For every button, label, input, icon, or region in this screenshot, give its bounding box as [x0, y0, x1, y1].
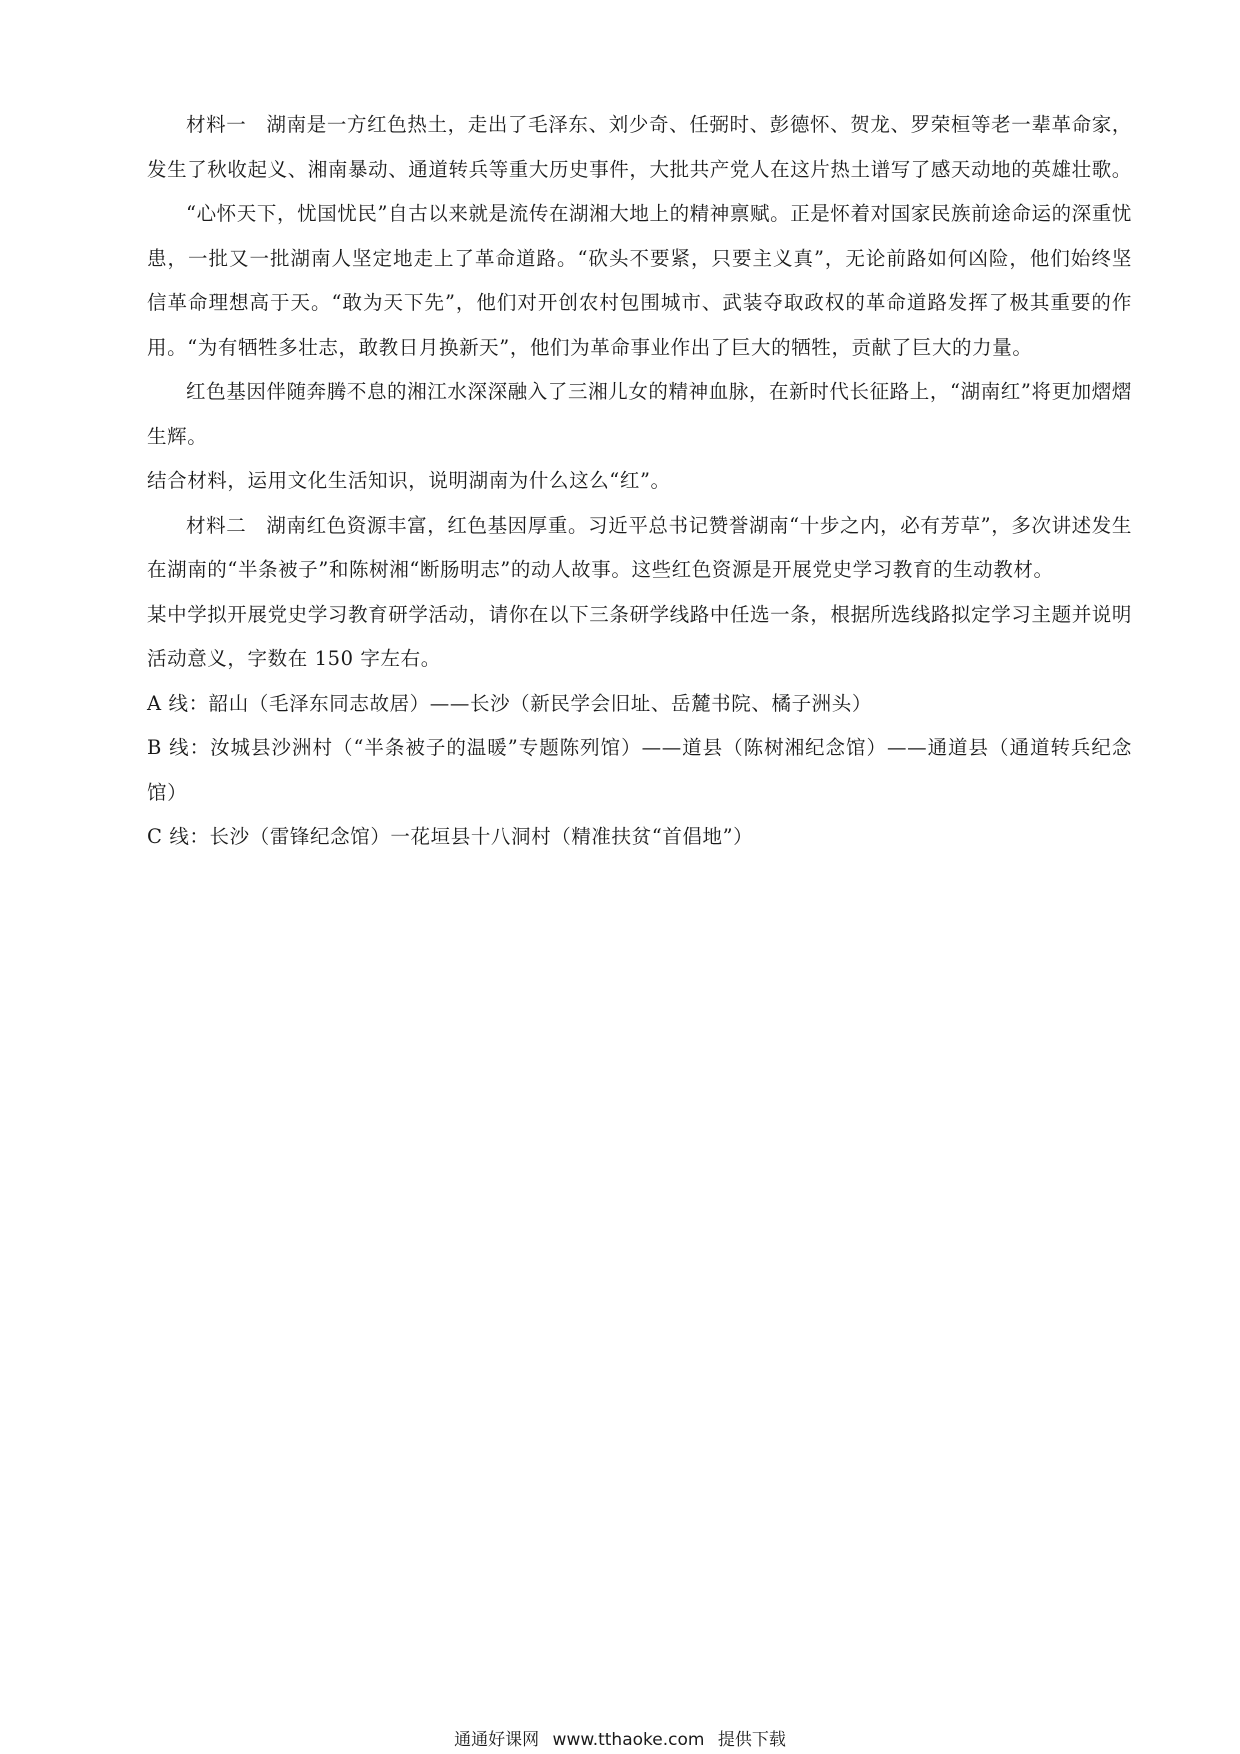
route-a: A 线：韶山（毛泽东同志故居）——长沙（新民学会旧址、岳麓书院、橘子洲头）	[147, 691, 872, 715]
route-c: C 线：长沙（雷锋纪念馆）一花垣县十八洞村（精准扶贫“首倡地”）	[147, 825, 754, 848]
footer-site-name: 通通好课网	[454, 1730, 540, 1750]
material-one-question: 结合材料，运用文化生活知识，说明湖南为什么这么“红”。	[147, 469, 671, 492]
material-two-question: 某中学拟开展党史学习教育研学活动，请你在以下三条研学线路中任选一条，根据所选线路拟定学习主题并说明活动意义，字数在 150 字左右。	[147, 602, 1132, 670]
document-body	[147, 103, 1132, 860]
material-one-paragraph-2: “心怀天下，忧国忧民”自古以来就是流传在湖湘大地上的精神禀赋。正是怀着对国家民族前途命运的深重忧患，一批又一批湖南人坚定地走上了革命道路。“砍头不要紧，只要主义真”，无论前路如何凶险，他们始终坚信革命理想高于天。“敢为天下先”，他们对开创农村包围城市、武装夺取政权的革命道路发挥了极其重要的作用。“为有牺牲多壮志，敢教日月换新天”，他们为革命事业作出了巨大的牺牲，贡献了巨大的力量。	[147, 202, 1132, 359]
page-footer	[0, 1729, 1240, 1751]
footer-note: 提供下载	[717, 1730, 786, 1750]
material-one-paragraph-1: 材料一 湖南是一方红色热土，走出了毛泽东、刘少奇、任弼时、彭德怀、贺龙、罗荣桓等老一辈革命家，发生了秋收起义、湘南暴动、通道转兵等重大历史事件，大批共产党人在这片热土谱写了感天动地的英雄壮歌。	[147, 113, 1132, 181]
material-two-paragraph-1: 材料二 湖南红色资源丰富，红色基因厚重。习近平总书记赞誉湖南“十步之内，必有芳草”，多次讲述发生在湖南的“半条被子”和陈树湘“断肠明志”的动人故事。这些红色资源是开展党史学习教育的生动教材。	[147, 513, 1132, 581]
route-b: B 线：汝城县沙洲村（“半条被子的温暖”专题陈列馆）——道县（陈树湘纪念馆）——通道县（通道转兵纪念馆）	[147, 736, 1132, 804]
footer-site-url[interactable]: www.tthaoke.com	[552, 1730, 705, 1750]
material-one-paragraph-3: 红色基因伴随奔腾不息的湘江水深深融入了三湘儿女的精神血脉，在新时代长征路上，“湖南红”将更加熠熠生辉。	[147, 380, 1132, 448]
